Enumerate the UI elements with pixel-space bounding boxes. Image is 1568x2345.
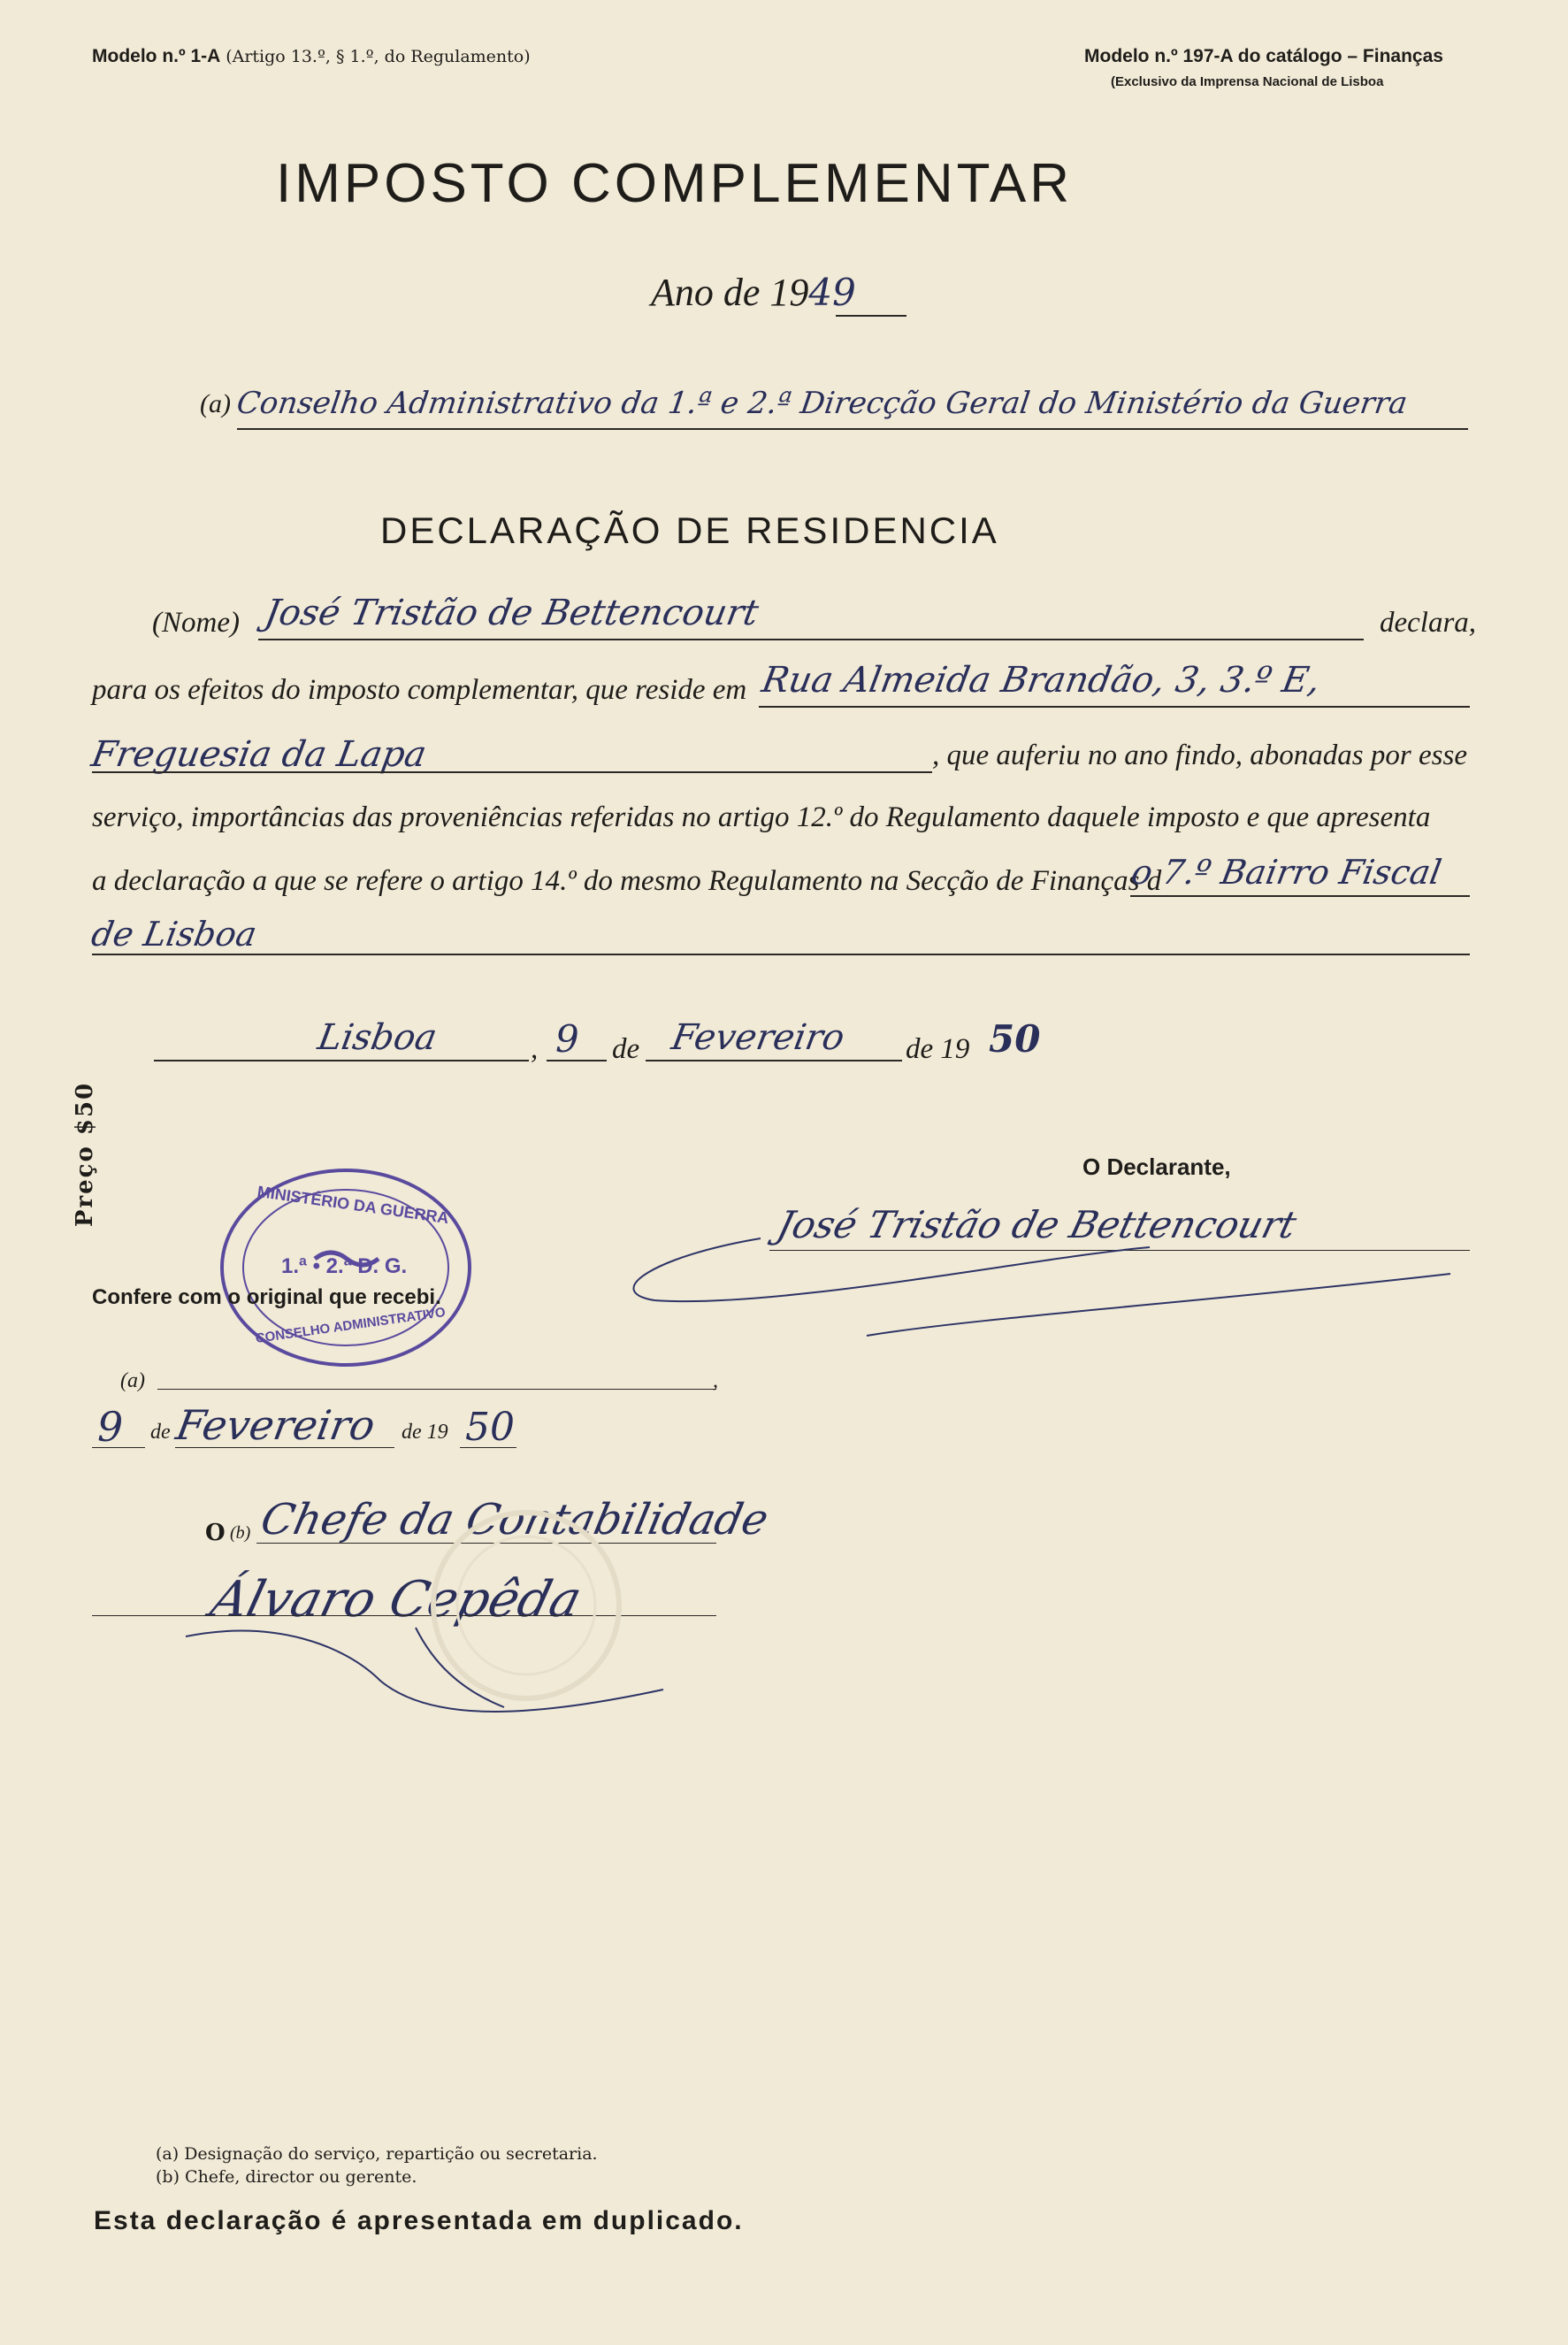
confirm-marker: (a) — [120, 1369, 145, 1392]
stamp-middle-text: 1.ª • 2.ª D. G. — [281, 1254, 408, 1278]
declara-text: declara, — [1380, 607, 1477, 639]
name-value: José Tristão de Bettencourt — [261, 593, 762, 633]
confirm-role: Chefe da Contabilidade — [256, 1495, 773, 1544]
header-left — [92, 46, 531, 67]
signature-flourish — [601, 1203, 1450, 1345]
form-line-5: a declaração a que se refere o artigo 14.º do mesmo Regulamento na Secção de Finanças d — [92, 865, 1162, 897]
section-value-2: de Lisboa — [88, 915, 260, 954]
service-handwritten: Conselho Administrativo da 1.ª e 2.ª Direcção Geral do Ministério da Guerra — [234, 386, 1410, 421]
confirm-b-marker: (b) — [230, 1523, 251, 1543]
document-subtitle: DECLARAÇÃO DE RESIDENCIA — [380, 510, 999, 551]
confirm-de-1: de — [150, 1421, 171, 1444]
date-place: Lisboa — [314, 1017, 440, 1058]
confirm-day-line — [92, 1447, 145, 1448]
year-label: Ano de 19 — [651, 271, 809, 314]
confirm-comma: , — [713, 1369, 718, 1392]
date-month-underline — [646, 1060, 902, 1061]
confirm-month: Fevereiro — [172, 1401, 379, 1449]
year-handwritten: 49 — [808, 271, 856, 314]
price-label: Preço $50 — [72, 1081, 99, 1228]
form-line-2: para os efeitos do imposto complementar, que reside em — [92, 674, 747, 706]
stamp-top-text: MINISTÉRIO DA GUERRA — [256, 1182, 450, 1228]
year-underline — [836, 315, 906, 317]
confirm-service-line — [157, 1389, 716, 1390]
section-value: o 7.º Bairro Fiscal — [1128, 853, 1445, 892]
header-left-model: Modelo n.º 1-A — [92, 46, 221, 66]
address2-underline — [92, 771, 932, 773]
footer-note: Esta declaração é apresentada em duplicado. — [94, 2206, 744, 2235]
confere-text: Confere com o original que recebi. — [92, 1285, 441, 1309]
year-row — [651, 270, 856, 315]
header-left-ref: (Artigo 13.º, § 1.º, do Regulamento) — [226, 47, 531, 66]
confirm-o-label: O — [205, 1520, 226, 1546]
confirm-year: 50 — [465, 1405, 515, 1450]
confirm-day: 9 — [97, 1403, 124, 1451]
dry-seal — [425, 1504, 628, 1707]
section2-underline — [92, 954, 1470, 955]
section-underline — [1130, 895, 1470, 897]
date-month: Fevereiro — [668, 1017, 848, 1058]
confirm-signature: Álvaro Cepêda — [204, 1571, 587, 1628]
footnote-b: (b) Chefe, director ou gerente. — [156, 2167, 417, 2187]
stamp-bottom-text: CONSELHO ADMINISTRATIVO — [254, 1305, 447, 1346]
date-de-2: de 19 — [906, 1033, 970, 1065]
address-value-2: Freguesia da Lapa — [88, 734, 430, 775]
address-underline — [759, 706, 1470, 708]
declarant-label: O Declarante, — [1082, 1153, 1231, 1180]
declarant-signature: José Tristão de Bettencourt — [772, 1203, 1301, 1246]
header-right-sub: (Exclusivo da Imprensa Nacional de Lisboa — [1111, 74, 1384, 89]
header-right-model: Modelo n.º 197-A do catálogo – Finanças — [1084, 46, 1443, 66]
name-underline — [258, 639, 1364, 640]
page-title: IMPOSTO COMPLEMENTAR — [276, 153, 1074, 214]
confirm-de-2: de 19 — [402, 1421, 448, 1444]
confirm-month-line — [175, 1447, 394, 1448]
footnote-a: (a) Designação do serviço, repartição ou secretaria. — [156, 2144, 598, 2164]
address-value: Rua Almeida Brandão, 3, 3.º E, — [758, 660, 1324, 701]
date-comma: , — [531, 1033, 539, 1065]
form-line-4: serviço, importâncias das proveniências referidas no artigo 12.º do Regulamento daquele imposto e que apresenta — [92, 801, 1431, 833]
date-day: 9 — [555, 1017, 579, 1061]
date-day-underline — [547, 1060, 607, 1061]
service-underline — [237, 428, 1468, 430]
date-year: 50 — [989, 1017, 1041, 1061]
name-label: (Nome) — [152, 607, 240, 639]
form-line-3: , que auferiu no ano findo, abonadas por esse — [932, 740, 1467, 771]
confirm-year-line — [460, 1447, 516, 1448]
date-place-underline — [154, 1060, 529, 1061]
date-de-1: de — [612, 1033, 640, 1065]
service-marker: (a) — [200, 389, 231, 418]
